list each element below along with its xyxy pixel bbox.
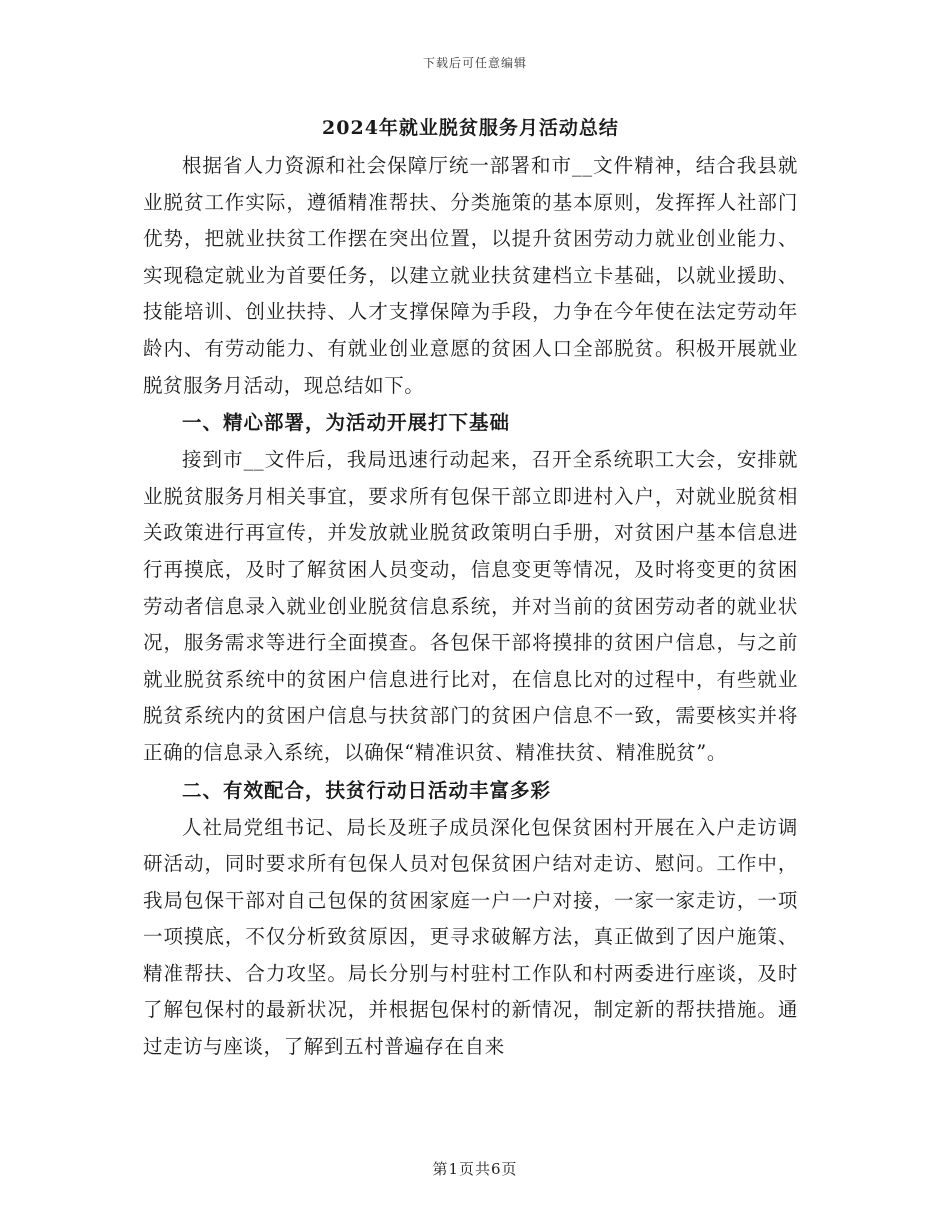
section-heading-2: 二、有效配合，扶贫行动日活动丰富多彩 — [182, 778, 552, 802]
section-body-2: 人社局党组书记、局长及班子成员深化包保贫困村开展在入户走访调研活动，同时要求所有包保人员对包保贫困户结对走访、慰问。工作中，我局包保干部对自己包保的贫困家庭一户一户对接，一家一家走访，一项一项摸底，不仅分析致贫原因，更寻求破解方法，真正做到了因户施策、精准帮扶、合力攻坚。局长分别与村驻村工作队和村两委进行座谈，及时了解包保村的最新状况，并根据包保村的新情况，制定新的帮扶措施。通过走访与座谈，了解到五村普遍存在自来 — [143, 815, 798, 1059]
document-title: 2024年就业脱贫服务月活动总结 — [322, 117, 619, 139]
document-body — [143, 112, 798, 1066]
intro-paragraph: 根据省人力资源和社会保障厅统一部署和市__文件精神，结合我县就业脱贫工作实际，遵循精准帮扶、分类施策的基本原则，发挥挥人社部门优势，把就业扶贫工作摆在突出位置，以提升贫困劳动力就业创业能力、实现稳定就业为首要任务，以建立就业扶贫建档立卡基础，以就业援助、技能培训、创业扶持、人才支撑保障为手段，力争在今年使在法定劳动年龄内、有劳动能力、有就业创业意愿的贫困人口全部脱贫。积极开展就业脱贫服务月活动，现总结如下。 — [143, 154, 798, 397]
section-body-1: 接到市__文件后，我局迅速行动起来，召开全系统职工大会，安排就业脱贫服务月相关事宜，要求所有包保干部立即进村入户，对就业脱贫相关政策进行再宣传，并发放就业脱贫政策明白手册，对贫困户基本信息进行再摸底，及时了解贫困人员变动，信息变更等情况，及时将变更的贫困劳动者信息录入就业创业脱贫信息系统，并对当前的贫困劳动者的就业状况，服务需求等进行全面摸查。各包保干部将摸排的贫困户信息，与之前就业脱贫系统中的贫困户信息进行比对，在信息比对的过程中，有些就业脱贫系统内的贫困户信息与扶贫部门的贫困户信息不一致，需要核实并将正确的信息录入系统，以确保“精准识贫、精准扶贫、精准脱贫”。 — [143, 448, 798, 764]
section-heading-1: 一、精心部署，为活动开展打下基础 — [182, 411, 511, 435]
header-note: 下载后可任意编辑 — [422, 56, 527, 70]
page-number-footer: 第1页共6页 — [432, 1160, 518, 1178]
